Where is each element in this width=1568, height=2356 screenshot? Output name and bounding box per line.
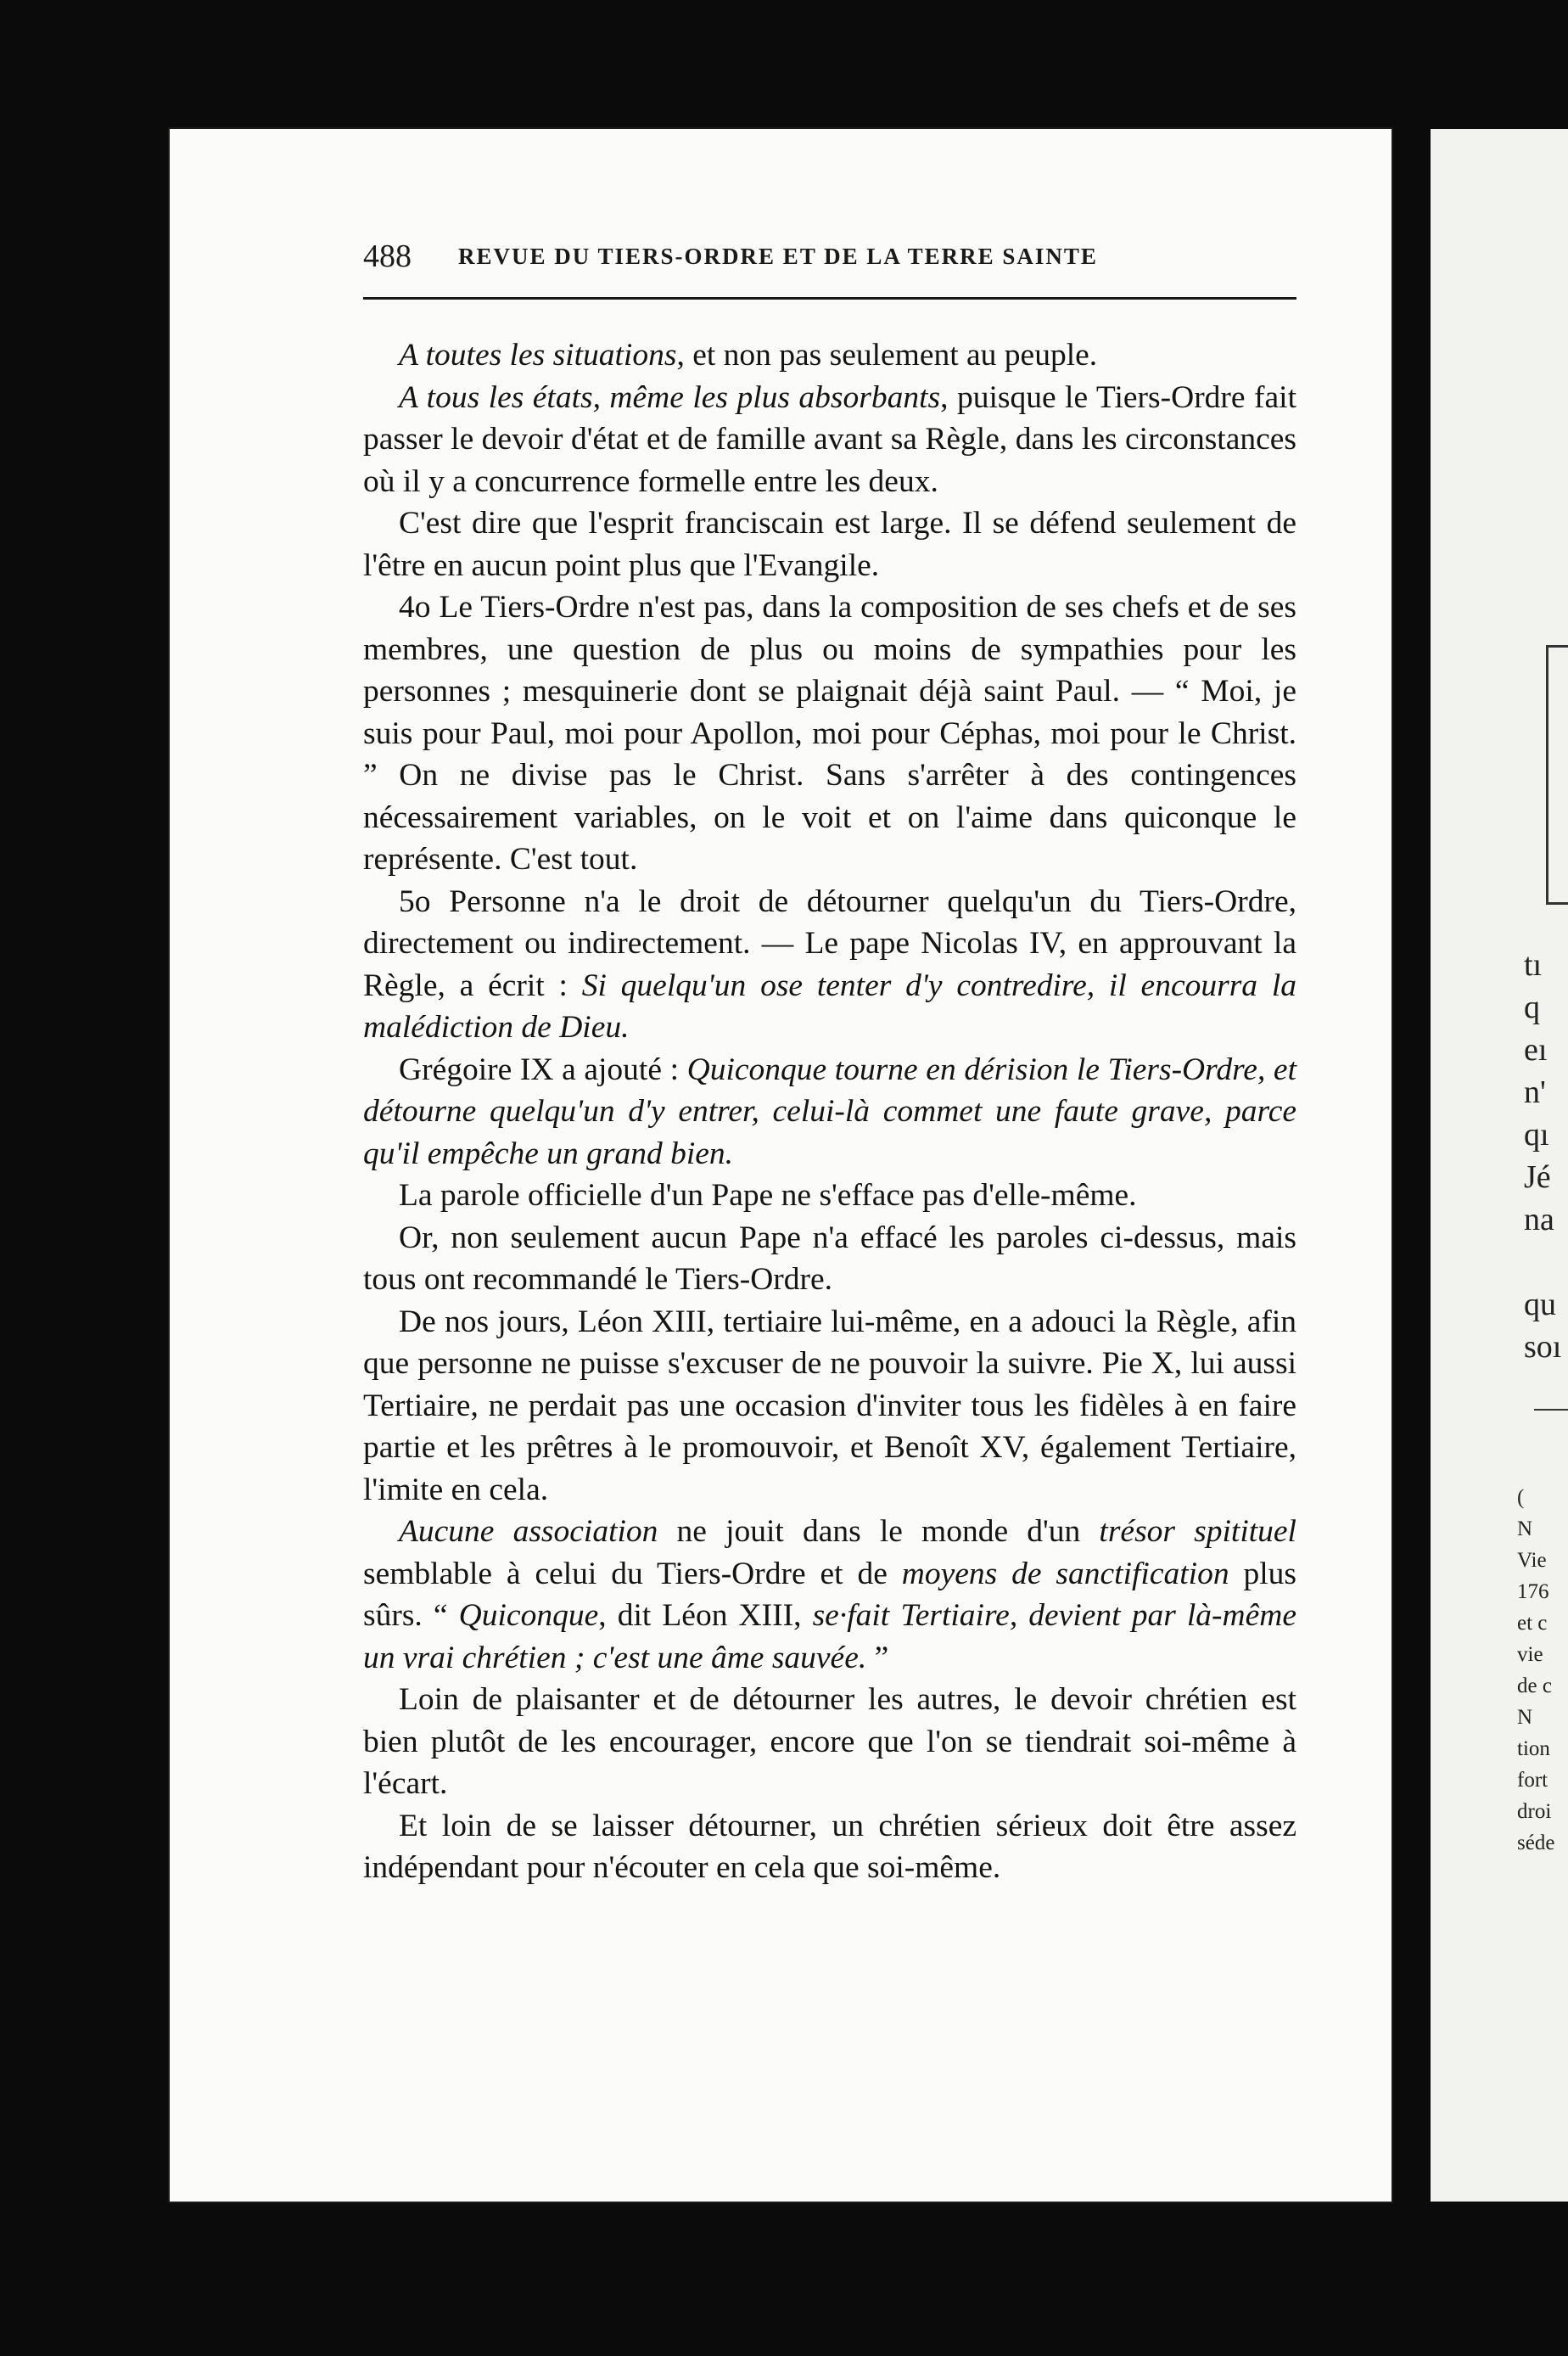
adjacent-line-fragment: soı [1524,1329,1562,1365]
book-page [170,129,1392,2202]
text-segment: C'est dire que l'esprit franciscain est large. Il se défend seulement de l'être en aucun point plus que l'Evangile. [363,506,1296,583]
text-segment: La parole officielle d'un Pape ne s'efface pas d'elle-même. [399,1178,1137,1213]
adjacent-note-fragment: vie [1517,1643,1543,1666]
text-segment: De nos jours, Léon XIII, tertiaire lui-même, en a adouci la Règle, afin que personne ne puisse s'excuser de ne pouvoir la suivre. Pie X, lui aussi Tertiaire, ne perdait pas une occasion d'inviter tous les fidèles à en faire partie et les prêtres à le promouvoir, et Benoît XV, également Tertiaire, l'imite en cela. [363,1304,1296,1507]
paragraph [363,1511,1296,1679]
running-title: REVUE DU TIERS-ORDRE ET DE LA TERRE SAINTE [458,244,1098,269]
adjacent-page-rule [1534,1409,1568,1411]
italic-text: Si quelqu'un ose tenter d'y contredire, il encourra la malédiction de Dieu. [363,968,1296,1045]
paragraph [363,1301,1296,1512]
header-rule [363,297,1296,300]
italic-text: Aucune association [399,1514,658,1549]
italic-text: moyens de sanctification [901,1556,1229,1591]
text-segment: ” [866,1640,889,1675]
page-number: 488 [363,238,412,274]
text-segment: , puisque le Tiers-Ordre fait passer le devoir d'état et de famille avant sa Règle, dans les circonstances où il y a concurrence formelle entre les deux. [363,379,1296,499]
adjacent-note-fragment: droi [1517,1800,1552,1823]
paragraph [363,586,1296,881]
adjacent-line-fragment: qu [1524,1287,1556,1322]
adjacent-line-fragment: na [1524,1202,1554,1237]
text-segment: 5o Personne n'a le droit de détourner quelqu'un du Tiers-Ordre, directement ou indirectement. — Le pape Nicolas IV, en approuvant la Règle, a écrit : [363,884,1296,1003]
adjacent-line-fragment: n' [1524,1074,1546,1110]
paragraph [363,1679,1296,1805]
paragraph [363,502,1296,586]
italic-text: Quiconque tourne en dérision le Tiers-Ordre, et détourne quelqu'un d'y entrer, celui-là commet une faute grave, parce qu'il empêche un grand bien. [363,1052,1296,1171]
adjacent-page-notes [1517,1482,1554,1859]
adjacent-note-fragment: de c [1517,1674,1552,1697]
paragraph [363,1049,1296,1175]
adjacent-note-fragment: Vie [1517,1549,1547,1572]
adjacent-line-fragment: eı [1524,1032,1548,1068]
italic-text: trésor spitituel [1099,1514,1296,1549]
adjacent-note-fragment: N [1517,1517,1533,1540]
text-segment: 4o Le Tiers-Ordre n'est pas, dans la composition de ses chefs et de ses membres, une question de plus ou moins de sympathies pour les personnes ; mesquinerie dont se plaignait déjà saint Paul. — “ Moi, je suis pour Paul, moi pour Apollon, moi pour Céphas, moi pour le Christ. ” On ne divise pas le Christ. Sans s'arrêter à des contingences nécessairement variables, on le voit et on l'aime dans quiconque le représente. C'est tout. [363,590,1296,877]
adjacent-note-fragment: ( [1517,1486,1525,1509]
page-header [363,238,1296,289]
italic-text: Quiconque [458,1598,599,1633]
adjacent-note-fragment: tion [1517,1737,1550,1760]
paragraph [363,377,1296,503]
adjacent-note-fragment: et c [1517,1612,1548,1635]
paragraph [363,1217,1296,1301]
text-segment: Or, non seulement aucun Pape n'a effacé les paroles ci-dessus, mais tous ont recommandé le Tiers-Ordre. [363,1220,1296,1297]
text-segment: Et loin de se laisser détourner, un chrétien sérieux doit être assez indépendant pour n'écouter en cela que soi-même. [363,1808,1296,1885]
text-segment: plus sûrs. “ [363,1556,1296,1633]
italic-text: A toutes les situations [399,338,677,373]
adjacent-page-frame [1546,645,1568,905]
adjacent-note-fragment: N [1517,1706,1533,1729]
adjacent-line-fragment: tı [1524,947,1543,983]
text-segment: Grégoire IX a ajouté : [399,1052,687,1087]
italic-text: se·fait Tertiaire, devient par là-même un vrai chrétien ; c'est une âme sauvée. [363,1598,1296,1675]
adjacent-line-fragment: qı [1524,1117,1549,1153]
adjacent-note-fragment: 176 [1517,1580,1549,1603]
paragraph [363,1175,1296,1217]
text-segment: Loin de plaisanter et de détourner les autres, le devoir chrétien est bien plutôt de les encourager, encore que l'on se tiendrait soi-même à l'écart. [363,1682,1296,1801]
adjacent-note-fragment: fort [1517,1769,1548,1792]
adjacent-line-fragment [1524,1241,1561,1283]
adjacent-line-fragment: Jé [1524,1159,1551,1195]
body-text [363,334,1296,1889]
paragraph [363,334,1296,377]
text-segment: , dit Léon XIII, [598,1598,813,1633]
italic-text: A tous les états, même les plus absorbants [399,379,941,415]
adjacent-page-text [1524,944,1561,1368]
adjacent-line-fragment: q [1524,990,1540,1025]
adjacent-note-fragment: séde [1517,1832,1555,1854]
text-segment: semblable à celui du Tiers-Ordre et de [363,1556,902,1591]
text-segment: , et non pas seulement au peuple. [676,338,1098,373]
text-segment: ne jouit dans le monde d'un [658,1514,1100,1549]
paragraph [363,1805,1296,1889]
paragraph [363,881,1296,1049]
